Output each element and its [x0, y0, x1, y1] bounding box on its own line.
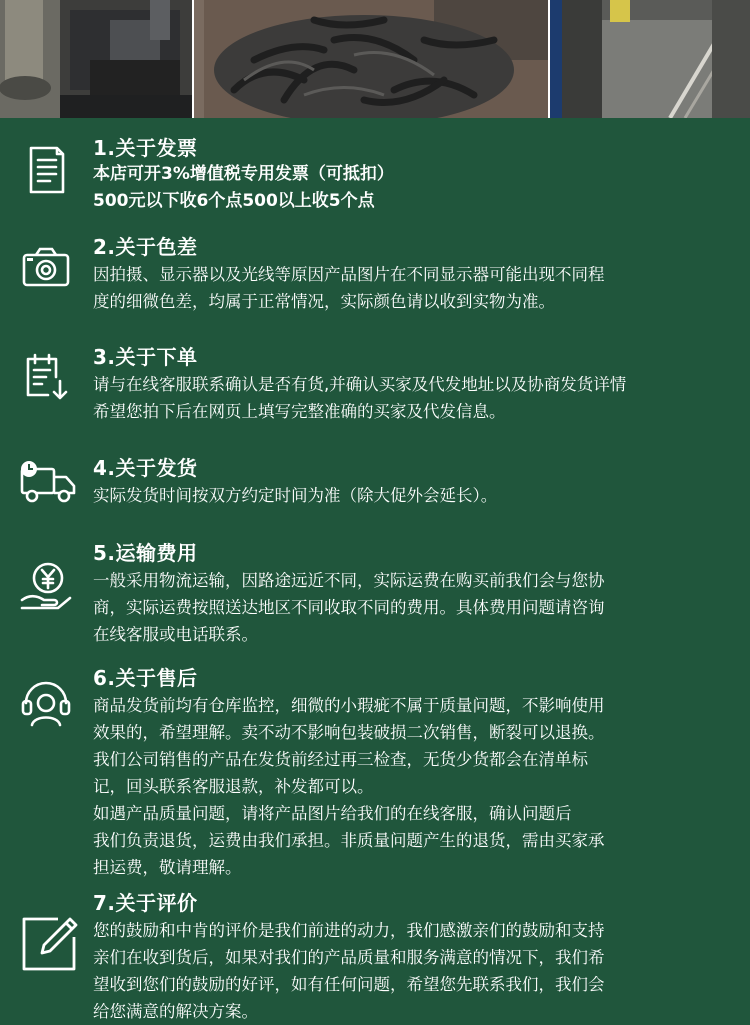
- review-line: 望收到您们的鼓励的好评，如有任何问题，希望您先联系我们，我们会: [93, 975, 605, 994]
- product-photo-strip: [0, 0, 750, 118]
- invoice-body: [93, 161, 733, 215]
- after-sales-line: 记，回头联系客服退款，补发都可以。: [93, 777, 374, 796]
- review-line: 您的鼓励和中肯的评价是我们前进的动力，我们感激亲们的鼓励和支持: [93, 921, 605, 940]
- shipping-body: [93, 482, 733, 509]
- customer-service-headset-icon: [18, 675, 74, 731]
- shipping-line: 实际发货时间按双方约定时间为准（除大促外会延长）。: [93, 486, 498, 505]
- camera-icon: [18, 239, 74, 295]
- review-line: 给您满意的解决方案。: [93, 1002, 258, 1021]
- after-sales-line: 我们负责退货，运费由我们承担。非质量问题产生的退货，需由买家承: [93, 831, 605, 850]
- freight-cost-line: 在线客服或电话联系。: [93, 625, 258, 644]
- after-sales-line: 担运费，敬请理解。: [93, 858, 242, 877]
- order-form-icon: [18, 349, 74, 405]
- color-difference-heading: 2.关于色差: [93, 235, 198, 259]
- freight-cost-heading: 5.运输费用: [93, 541, 198, 565]
- edit-review-icon: [18, 913, 80, 975]
- yen-coin-hand-icon: [18, 558, 74, 614]
- store-policy-panel: [0, 124, 750, 1024]
- invoice-line: 本店可开3%增值税专用发票（可抵扣）: [93, 164, 394, 184]
- color-difference-body: [93, 261, 733, 315]
- invoice-line: 500元以下收6个点500以上收5个点: [93, 191, 375, 211]
- review-line: 亲们在收到货后，如果对我们的产品质量和服务满意的情况下，我们希: [93, 948, 605, 967]
- after-sales-line: 效果的，希望理解。卖不动不影响包装破损二次销售，断裂可以退换。: [93, 723, 605, 742]
- invoice-document-icon: [18, 142, 74, 198]
- freight-cost-line: 一般采用物流运输，因路途远近不同，实际运费在购买前我们会与您协: [93, 571, 605, 590]
- color-difference-line: 度的细微色差，均属于正常情况，实际颜色请以收到实物为准。: [93, 292, 555, 311]
- review-heading: 7.关于评价: [93, 891, 198, 915]
- ordering-heading: 3.关于下单: [93, 345, 198, 369]
- after-sales-line: 商品发货前均有仓库监控，细微的小瑕疵不属于质量问题，不影响使用: [93, 696, 605, 715]
- workshop-photo-left: [0, 0, 192, 118]
- after-sales-heading: 6.关于售后: [93, 666, 198, 690]
- ordering-body: [93, 371, 733, 425]
- color-difference-line: 因拍摄、显示器以及光线等原因产品图片在不同显示器可能出现不同程: [93, 265, 605, 284]
- delivery-truck-icon: [18, 455, 78, 511]
- after-sales-line: 我们公司销售的产品在发货前经过再三检查，无货少货都会在清单标: [93, 750, 588, 769]
- review-body: [93, 917, 733, 1025]
- forged-parts-photo: [194, 0, 548, 118]
- invoice-heading: 1.关于发票: [93, 136, 198, 160]
- ordering-line: 希望您拍下后在网页上填写完整准确的买家及代发信息。: [93, 402, 506, 421]
- machine-photo-right: [550, 0, 750, 118]
- freight-cost-body: [93, 567, 733, 648]
- ordering-line: 请与在线客服联系确认是否有货,并确认买家及代发地址以及协商发货详情: [93, 375, 627, 394]
- after-sales-body: [93, 692, 733, 881]
- freight-cost-line: 商，实际运费按照送达地区不同收取不同的费用。具体费用问题请咨询: [93, 598, 605, 617]
- after-sales-line: 如遇产品质量问题，请将产品图片给我们的在线客服，确认问题后: [93, 804, 572, 823]
- shipping-heading: 4.关于发货: [93, 456, 198, 480]
